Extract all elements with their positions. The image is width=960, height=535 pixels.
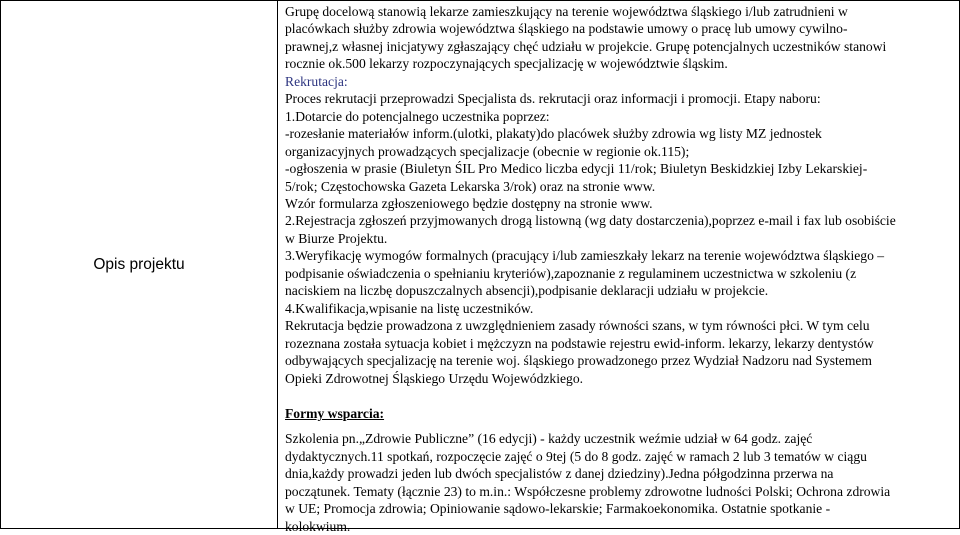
text-line: 5/rok; Częstochowska Gazeta Lekarska 3/rok) oraz na stronie www.	[285, 178, 656, 194]
target-group-paragraph	[285, 3, 955, 73]
text-line: Rekrutacja będzie prowadzona z uwzględnieniem zasady równości szans, w tym równości płci. W tym celu	[285, 318, 870, 334]
text-line: dydaktycznych.11 spotkań, rozpoczęcie zajęć o 9tej (5 do 8 godz. zajęć w ramach 2 lub 3 tematów w ciągu	[285, 448, 867, 464]
text-line: odbywających specjalizację na terenie woj. śląskiego prowadzonego przez Wydział Nadzoru nad Systemem	[285, 353, 873, 369]
text-line: 1.Dotarcie do potencjalnego uczestnika poprzez:	[285, 108, 550, 124]
text-line: prawnej,z własnej inicjatywy zgłaszający chęć udziału w projekcie. Grupę potencjalnych uczestników stanowi	[285, 38, 887, 54]
recruitment-heading: Rekrutacja:	[285, 73, 348, 89]
text-line: placówkach służby zdrowia województwa śląskiego na podstawie umowy o pracę lub umowy cywilno-	[285, 21, 848, 37]
content-cell	[278, 1, 959, 534]
text-line: 4.Kwalifikacja,wpisanie na listę uczestników.	[285, 300, 534, 316]
label-cell	[1, 1, 278, 528]
spacer	[285, 387, 955, 405]
text-line: naciskiem na liczbę dopuszczalnych absencji),podpisanie deklaracji udziału w projekcie.	[285, 283, 769, 299]
text-line: w UE; Promocja zdrowia; Opiniowanie sądowo-lekarskie; Farmakoekonomika. Ostatnie spotkanie -	[285, 501, 831, 517]
text-line: Opieki Zdrowotnej Śląskiego Urzędu Wojewódzkiego.	[285, 370, 584, 386]
text-line: organizacyjnych prowadzących specjalizacje (obecnie w regionie ok.115);	[285, 143, 690, 159]
recruitment-section	[285, 90, 955, 387]
row-label: Opis projektu	[93, 255, 185, 273]
support-forms-section	[285, 430, 955, 535]
text-line: -rozesłanie materiałów inform.(ulotki, plakaty)do placówek służby zdrowia wg listy MZ jednostek	[285, 126, 822, 142]
text-line: podpisanie oświadczenia o spełnianiu kryteriów),zapoznanie z regulaminem uczestnictwa w szkoleniu (z	[285, 265, 857, 281]
text-line: w Biurze Projektu.	[285, 230, 388, 246]
text-line: kolokwium.	[285, 518, 351, 534]
text-line: rozeznana została sytuacja kobiet i mężczyzn na podstawie rejestru ewid-inform. lekarzy, lekarzy dentystów	[285, 335, 874, 351]
text-line: Proces rekrutacji przeprowadzi Specjalista ds. rekrutacji oraz informacji i promocji. Etapy naboru:	[285, 91, 821, 107]
support-forms-heading	[285, 405, 955, 422]
text-line: -ogłoszenia w prasie (Biuletyn ŚIL Pro Medico liczba edycji 11/rok; Biuletyn Beskidzkiej Izby Lekarskiej-	[285, 161, 868, 177]
text-line: dnia,każdy prowadzi jeden lub dwóch specjalistów z danej dziedziny).Jedna półgodzinna przerwa na	[285, 466, 834, 482]
text-line: rocznie ok.500 lekarzy rozpoczynających specjalizację w województwie śląskim.	[285, 56, 728, 72]
spacer	[285, 422, 955, 430]
text-line: początunek. Tematy (łącznie 23) to m.in.: Współczesne problemy zdrowotne ludności Polski; Ochrona zdrowia	[285, 483, 891, 499]
support-forms-heading-text: Formy wsparcia:	[285, 405, 385, 421]
text-line: 3.Weryfikację wymogów formalnych (pracujący i/lub zamieszkały lekarz na terenie województwa śląskiego –	[285, 248, 885, 264]
text-line: Grupę docelową stanowią lekarze zamieszkujący na terenie województwa śląskiego i/lub zatrudnieni w	[285, 4, 848, 19]
text-line: Szkolenia pn.„Zdrowie Publiczne” (16 edycji) - każdy uczestnik weźmie udział w 64 godz. zajęć	[285, 431, 813, 447]
text-line: 2.Rejestracja zgłoszeń przyjmowanych drogą listowną (wg daty dostarczenia),poprzez e-mail i fax lub osobiście	[285, 213, 896, 229]
text-line: Wzór formularza zgłoszeniowego będzie dostępny na stronie www.	[285, 195, 653, 211]
